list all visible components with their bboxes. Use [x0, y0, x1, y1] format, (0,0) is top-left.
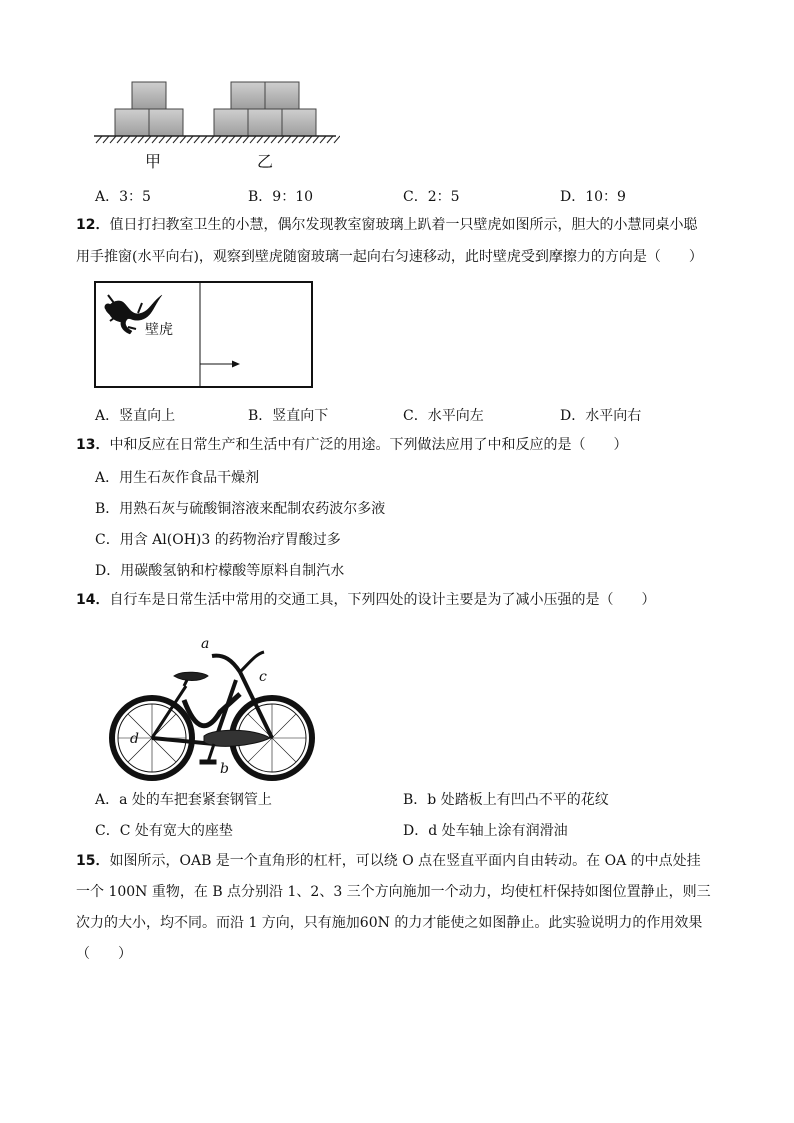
ground-hatch	[292, 136, 298, 143]
blocks-jia	[115, 82, 183, 136]
q13-option-b[interactable]: B．用熟石灰与硫酸铜溶液来配制农药波尔多液	[95, 501, 386, 517]
q12-stem-1: 值日打扫教室卫生的小慧，偶尔发现教室窗玻璃上趴着一只壁虎如图所示，胆大的小慧同桌小聪	[109, 217, 698, 233]
bicycle-label-a: a	[201, 636, 210, 652]
q13-option-a[interactable]: A．用生石灰作食品干燥剂	[95, 470, 260, 486]
ground-hatch	[278, 136, 284, 143]
q13-line1	[76, 436, 627, 454]
q11-option-a[interactable]: A．3：5	[95, 189, 151, 205]
q12-line1	[76, 216, 697, 234]
gecko-window-figure	[94, 281, 314, 389]
q14-line1	[76, 591, 655, 609]
ground-hatch	[222, 136, 228, 143]
q15-line3: 次力的大小，均不同。而沿 1 方向，只有施加60N 的力才能使之如图静止。此实验说明力的作用效果	[76, 915, 703, 931]
ground-hatch	[306, 136, 312, 143]
ground-hatch	[320, 136, 326, 143]
q12-option-d[interactable]: D．水平向右	[560, 408, 642, 424]
q14-option-a[interactable]: A．a 处的车把套紧套钢管上	[95, 792, 272, 808]
q14-option-c[interactable]: C．C 处有宽大的座垫	[95, 823, 233, 839]
ground-hatch	[180, 136, 186, 143]
ground-hatch	[145, 136, 151, 143]
ground-hatch	[117, 136, 123, 143]
ground-hatch	[299, 136, 305, 143]
ground-hatch	[215, 136, 221, 143]
blocks-label-jia: 甲	[145, 152, 162, 171]
bicycle-figure	[104, 632, 324, 782]
q14-option-b[interactable]: B．b 处踏板上有凹凸不平的花纹	[403, 792, 609, 808]
ground-hatch	[250, 136, 256, 143]
q15-number: 15．	[76, 853, 110, 869]
ground-hatch	[229, 136, 235, 143]
ground-hatch	[285, 136, 291, 143]
ground-hatch	[173, 136, 179, 143]
blocks-yi	[214, 82, 316, 136]
ground-hatch	[131, 136, 137, 143]
ground-hatch	[194, 136, 200, 143]
q15-line1	[76, 852, 701, 870]
bicycle-label-b: b	[220, 761, 229, 777]
q13-option-c[interactable]: C．用含 Al(OH)3 的药物治疗胃酸过多	[95, 532, 341, 548]
ground-hatch	[152, 136, 158, 143]
ground-hatch	[264, 136, 270, 143]
q12-line2: 用手推窗(水平向右)，观察到壁虎随窗玻璃一起向右匀速移动，此时壁虎受到摩擦力的方向是（ ）	[76, 249, 703, 265]
q13-stem: 中和反应在日常生产和生活中有广泛的用途。下列做法应用了中和反应的是（ ）	[109, 437, 628, 453]
ground-hatch	[243, 136, 249, 143]
ground-hatch	[257, 136, 263, 143]
ground-hatch	[124, 136, 130, 143]
ground-hatch	[166, 136, 172, 143]
q13-option-d[interactable]: D．用碳酸氢钠和柠檬酸等原料自制汽水	[95, 563, 345, 579]
bicycle-label-d: d	[130, 731, 139, 747]
q14-option-d[interactable]: D．d 处车轴上涂有润滑油	[403, 823, 568, 839]
blocks-label-yi: 乙	[257, 152, 274, 171]
ground-hatch	[201, 136, 207, 143]
ground-hatch	[138, 136, 144, 143]
q11-option-c[interactable]: C．2：5	[403, 189, 460, 205]
q12-option-b[interactable]: B．竖直向下	[248, 408, 329, 424]
q11-option-d[interactable]: D．10：9	[560, 189, 626, 205]
ground-hatch	[236, 136, 242, 143]
q13-number: 13．	[76, 437, 110, 453]
ground-hatch	[110, 136, 116, 143]
ground-hatch	[313, 136, 319, 143]
q15-line4: （ ）	[76, 946, 132, 962]
ground-hatch	[159, 136, 165, 143]
ground-hatch	[208, 136, 214, 143]
q15-stem-1: 如图所示，OAB 是一个直角形的杠杆，可以绕 O 点在竖直平面内自由转动。在 OA 的中点处挂	[109, 853, 701, 869]
gecko-label: 壁虎	[145, 322, 173, 338]
q14-number: 14．	[76, 592, 110, 608]
bicycle-label-c: c	[259, 669, 267, 685]
q15-line2: 一个 100N 重物，在 B 点分别沿 1、2、3 三个方向施加一个动力，均使杠杆保持如图位置静止，则三	[76, 884, 711, 900]
ground-hatch	[96, 136, 102, 143]
q12-option-c[interactable]: C．水平向左	[403, 408, 484, 424]
ground-hatch	[327, 136, 333, 143]
q12-number: 12．	[76, 217, 110, 233]
ground-hatch	[334, 136, 340, 143]
q12-option-a[interactable]: A．竖直向上	[95, 408, 176, 424]
blocks-figure	[90, 76, 340, 176]
ground-hatch	[103, 136, 109, 143]
ground-hatch	[271, 136, 277, 143]
q11-option-b[interactable]: B．9：10	[248, 189, 314, 205]
ground-hatch	[187, 136, 193, 143]
q14-stem: 自行车是日常生活中常用的交通工具，下列四处的设计主要是为了减小压强的是（ ）	[109, 592, 656, 608]
